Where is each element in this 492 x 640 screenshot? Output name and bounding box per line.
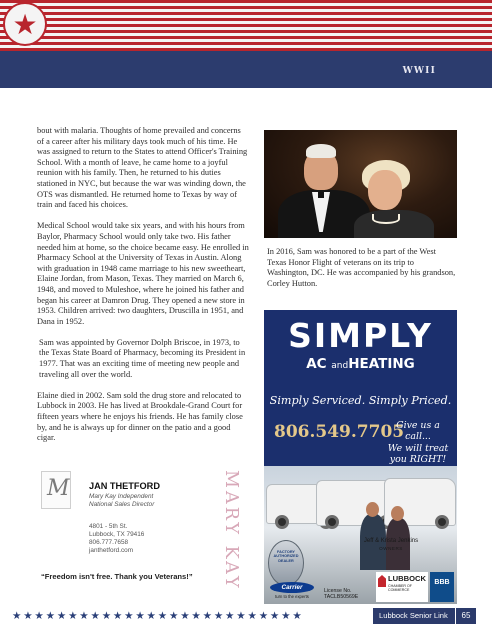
header-flag-stripes [0,0,492,50]
consultant-contact [89,523,144,555]
website-line: janthetford.com [89,547,134,554]
chamber-mark-icon [378,575,386,587]
consultant-title: Mary Kay Independent National Sales Director [89,493,155,508]
carrier-logo: Carrier [270,582,314,593]
lubbock-chamber-logo [376,572,428,602]
mary-kay-vertical-brand: MARY KAY [221,469,241,591]
license-number: TACLB50569E [324,594,359,601]
call-line: Give us a call... [396,420,440,443]
heating-word: HEATING [348,356,415,372]
article-paragraph: Elaine died in 2002. Sam sold the drug store and relocated to Lubbock in 2003. He has lived at Brookdale-Grand Court for fifteen years where he enjoys his friends. He has family close by, and he is always up for dinner on the patio and a good cigar. [37,390,243,443]
phone-line: 806.777.7658 [89,539,129,546]
call-line: you RIGHT! [389,454,447,466]
chamber-name: LUBBOCK [388,574,426,583]
bbb-logo: BBB [430,572,454,602]
factory-dealer-badge: FACTORY AUTHORIZED DEALER [268,540,304,586]
couple-photo [264,130,457,238]
page-header [0,0,492,88]
publication-name: Lubbock Senior Link [373,608,455,624]
article-paragraph: bout with malaria. Thoughts of home prevailed and concerns of a career after his military days took much of his time. He was assigned to return to the States to attend Officer's Training School. With a month of leave, he came home to a joyful reunion with his family. Then, he returned to his duties stationed in NYC, but because the war was winding down, the OTS was dismantled. He returned home to Texas by way of train and faced his choices. [37,126,248,210]
address-line: Lubbock, TX 79416 [89,531,145,538]
section-title: WWII [402,66,436,76]
article-body [37,126,249,454]
and-word: and [331,361,349,371]
star-emblem-icon: ★ [3,2,47,46]
simply-ac-heating-ad [264,310,457,604]
consultant-name: JAN THETFORD [89,481,160,491]
page-number: 65 [455,608,476,624]
chamber-sub: CHAMBER OF COMMERCE [388,584,412,592]
owners-names: Jeff & Krista Jenkins [363,538,419,544]
simply-logo: SIMPLY [288,316,433,355]
simply-tagline: Simply Serviced. Simply Priced. [269,394,452,407]
simply-phone: 806.549.7705 [274,422,405,442]
mary-kay-ad [37,463,245,597]
owners-caption [360,538,422,552]
mary-kay-logo-icon: M [41,471,71,509]
call-to-action [382,420,454,466]
owners-label: OWNERS [379,546,403,552]
article-paragraph: Sam was appointed by Governor Dolph Briscoe, in 1973, to the Texas State Board of Pharmacy, becoming its President in 1977. That was an exciting time of meeting new people and traveling all over the world. [39,337,246,379]
footer-stars: ★★★★★★★★★★★★★★★★★★★★★★★★★★ [12,610,304,622]
ac-heating-wordmark [264,356,457,372]
address-line: 4801 - 5th St. [89,523,128,530]
veterans-quote: “Freedom isn't free. Thank you Veterans!” [41,572,193,581]
article-paragraph: Medical School would take six years, and with his hours from Baylor, Pharmacy School would only take two. His father needed him at home, so the choice became easy. He enrolled in Pharmacy School at the University of Texas in Austin. Along with graduation in 1948 came marriage to his new sweetheart, Elaine Jordan, from Mason, Texas. They married on March 6, 1948, and moved to Muleshoe, where he joined his father and began his career at Damron Drug. They opened a new store in 1953. Children arrived: two daughters, Druscilla in 1951, and Dana in 1952. [37,221,249,326]
carrier-tagline: turn to the experts [275,594,309,599]
call-line: We will treat [387,442,449,454]
license-info [324,588,358,600]
photo-caption: In 2016, Sam was honored to be a part of the West Texas Honor Flight of veterans on its trip to Washington, DC. He was accompanied by his grandson, Corley Hutton. [267,247,456,288]
license-label: License No. [324,588,352,594]
ac-word: AC [306,356,327,372]
